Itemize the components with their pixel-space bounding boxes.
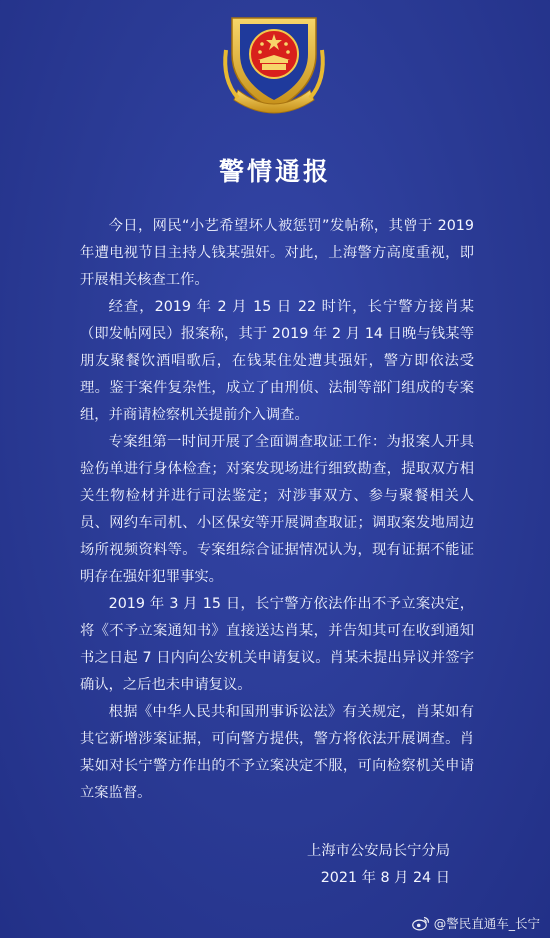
notice-title: 警情通报 (218, 157, 331, 186)
issuer-name: 上海市公安局长宁分局 (307, 843, 450, 859)
weibo-icon (412, 916, 430, 931)
notice-body (80, 213, 474, 807)
notice-paragraph: 专案组第一时间开展了全面调查取证工作：为报案人开具验伤单进行身体检查；对案发现场进行细致勘查，提取双方相关生物检材并进行司法鉴定；对涉事双方、参与聚餐相关人员、网约车司机、小区保安等开展调查取证；调取案发地周边场所视频资料等。专案组综合证据情况认为，现有证据不能证明存在强奸犯罪事实。 (80, 434, 474, 585)
issue-date: 2021 年 8 月 24 日 (320, 870, 450, 886)
notice-paragraph: 根据《中华人民共和国刑事诉讼法》有关规定，肖某如有其它新增涉案证据，可向警方提供，警方将依法开展调查。肖某如对长宁警方作出的不予立案决定不服，可向检察机关申请立案监督。 (80, 704, 474, 801)
notice-paragraph: 经查，2019 年 2 月 15 日 22 时许，长宁警方接肖某（即发帖网民）报案称，其于 2019 年 2 月 14 日晚与钱某等朋友聚餐饮酒唱歌后，在钱某住处遭其强奸，警方即依法受理。鉴于案件复杂性，成立了由刑侦、法制等部门组成的专案组，并商请检察机关提前介入调查。 (80, 299, 474, 423)
notice-signature (250, 838, 450, 892)
police-emblem-icon (218, 10, 330, 122)
notice-paragraph: 今日，网民“小艺希望坏人被惩罚”发帖称，其曾于 2019 年遭电视节目主持人钱某强奸。对此，上海警方高度重视，即开展相关核查工作。 (80, 218, 474, 288)
weibo-watermark (412, 914, 540, 932)
notice-paragraph: 2019 年 3 月 15 日，长宁警方依法作出不予立案决定，将《不予立案通知书》直接送达肖某，并告知其可在收到通知书之日起 7 日内向公安机关申请复议。肖某未提出异议并签字确认，之后也未申请复议。 (80, 596, 474, 693)
watermark-text: @警民直通车_长宁 (433, 916, 540, 931)
